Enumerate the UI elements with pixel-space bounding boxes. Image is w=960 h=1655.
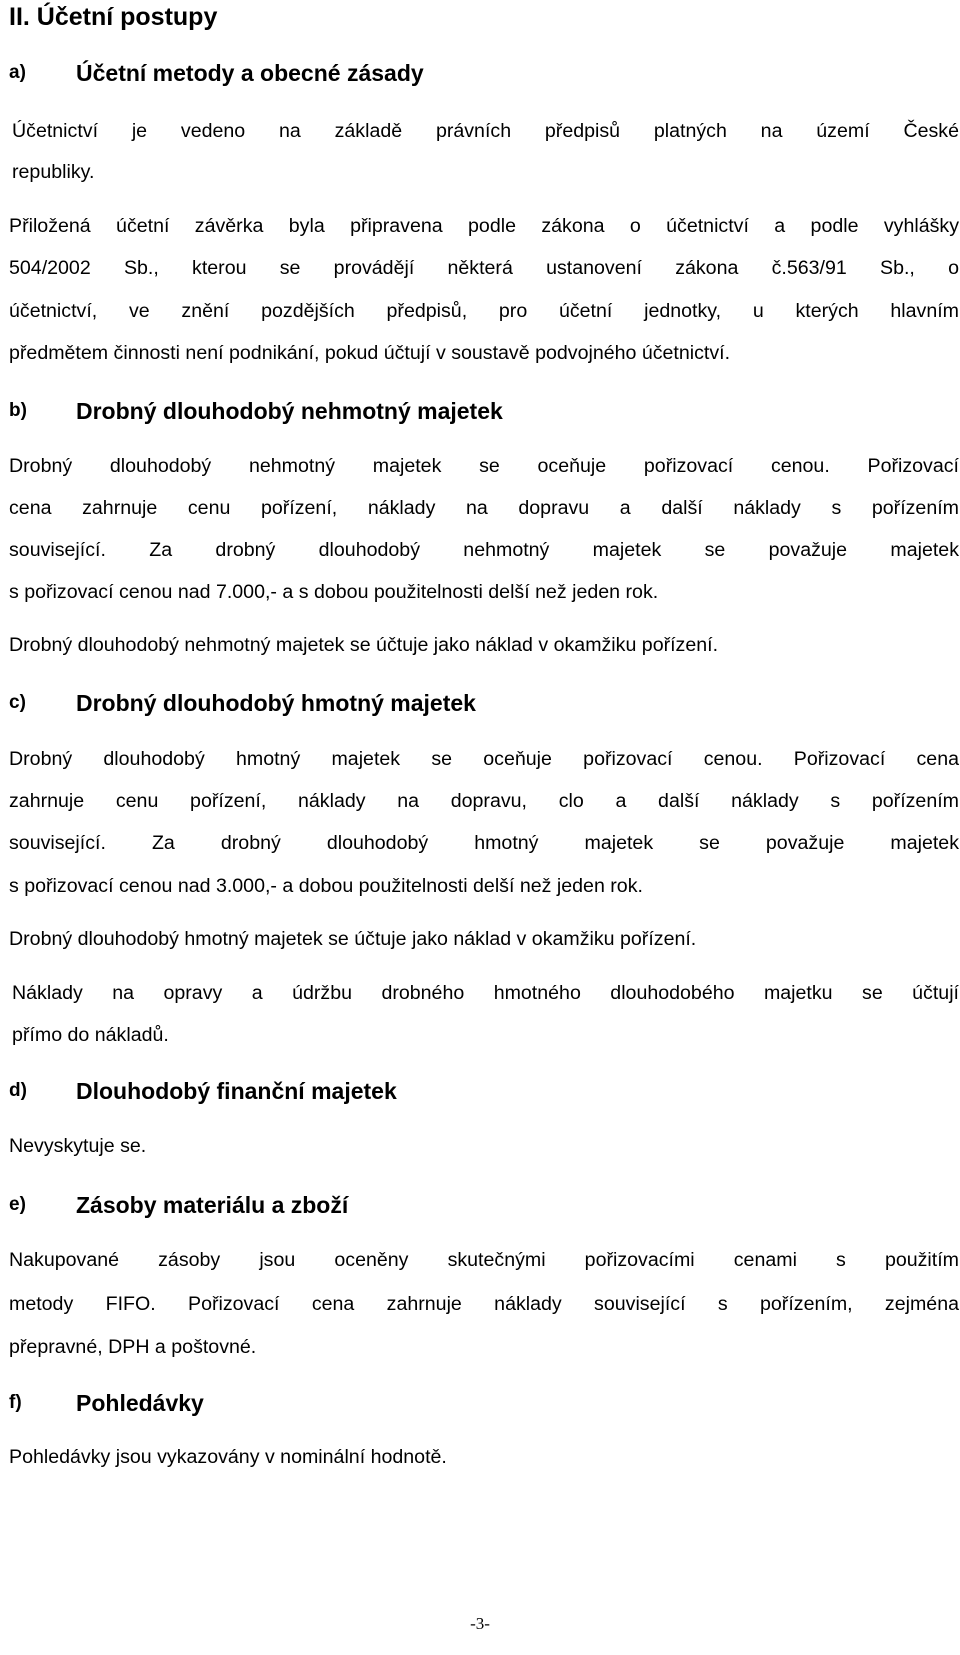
page-title: II. Účetní postupy — [9, 3, 218, 31]
paragraph-line: související. Za drobný dlouhodobý nehmotný majetek se považuje majetek — [9, 539, 959, 561]
paragraph-line: přímo do nákladů. — [12, 1024, 169, 1046]
paragraph-line: zahrnuje cenu pořízení, náklady na dopravu, clo a další náklady s pořízením — [9, 790, 959, 812]
section-f-title: Pohledávky — [76, 1390, 204, 1416]
paragraph-line: Drobný dlouhodobý nehmotný majetek se oceňuje pořizovací cenou. Pořizovací — [9, 455, 959, 477]
paragraph-line: Pohledávky jsou vykazovány v nominální hodnotě. — [9, 1446, 447, 1468]
section-e-title: Zásoby materiálu a zboží — [76, 1192, 349, 1218]
paragraph-line: Náklady na opravy a údržbu drobného hmotného dlouhodobého majetku se účtují — [12, 982, 959, 1004]
section-b-letter: b) — [9, 400, 27, 421]
paragraph-line: Drobný dlouhodobý nehmotný majetek se účtuje jako náklad v okamžiku pořízení. — [9, 634, 719, 656]
paragraph-line: přepravné, DPH a poštovné. — [9, 1336, 257, 1358]
paragraph-line: Nakupované zásoby jsou oceněny skutečnými pořizovacími cenami s použitím — [9, 1249, 959, 1271]
page-number: -3- — [470, 1614, 490, 1633]
paragraph-line: Účetnictví je vedeno na základě právních předpisů platných na území České — [12, 120, 959, 142]
paragraph-line: související. Za drobný dlouhodobý hmotný majetek se považuje majetek — [9, 832, 959, 854]
paragraph-line: Nevyskytuje se. — [9, 1135, 147, 1157]
section-c-title: Drobný dlouhodobý hmotný majetek — [76, 690, 476, 716]
section-d-title: Dlouhodobý finanční majetek — [76, 1078, 397, 1104]
paragraph-line: Přiložená účetní závěrka byla připravena podle zákona o účetnictví a podle vyhlášky — [9, 215, 959, 237]
paragraph-line: Drobný dlouhodobý hmotný majetek se účtuje jako náklad v okamžiku pořízení. — [9, 928, 697, 950]
section-f-letter: f) — [9, 1392, 22, 1413]
section-d-letter: d) — [9, 1080, 27, 1101]
paragraph-line: Drobný dlouhodobý hmotný majetek se oceňuje pořizovací cenou. Pořizovací cena — [9, 748, 959, 770]
paragraph-line: předmětem činnosti není podnikání, pokud účtují v soustavě podvojného účetnictví. — [9, 342, 731, 364]
paragraph-line: metody FIFO. Pořizovací cena zahrnuje náklady související s pořízením, zejména — [9, 1293, 959, 1315]
section-c-letter: c) — [9, 692, 26, 713]
section-b-title: Drobný dlouhodobý nehmotný majetek — [76, 398, 503, 424]
paragraph-line: cena zahrnuje cenu pořízení, náklady na dopravu a další náklady s pořízením — [9, 497, 959, 519]
paragraph-line: 504/2002 Sb., kterou se provádějí některá ustanovení zákona č.563/91 Sb., o — [9, 257, 959, 279]
section-a-title: Účetní metody a obecné zásady — [76, 60, 424, 86]
paragraph-line: účetnictví, ve znění pozdějších předpisů, pro účetní jednotky, u kterých hlavním — [9, 300, 959, 322]
section-e-letter: e) — [9, 1194, 26, 1215]
section-a-letter: a) — [9, 62, 26, 83]
paragraph-line: s pořizovací cenou nad 3.000,- a dobou použitelnosti delší než jeden rok. — [9, 875, 643, 897]
paragraph-line: s pořizovací cenou nad 7.000,- a s dobou použitelnosti delší než jeden rok. — [9, 581, 659, 603]
paragraph-line: republiky. — [12, 161, 95, 183]
